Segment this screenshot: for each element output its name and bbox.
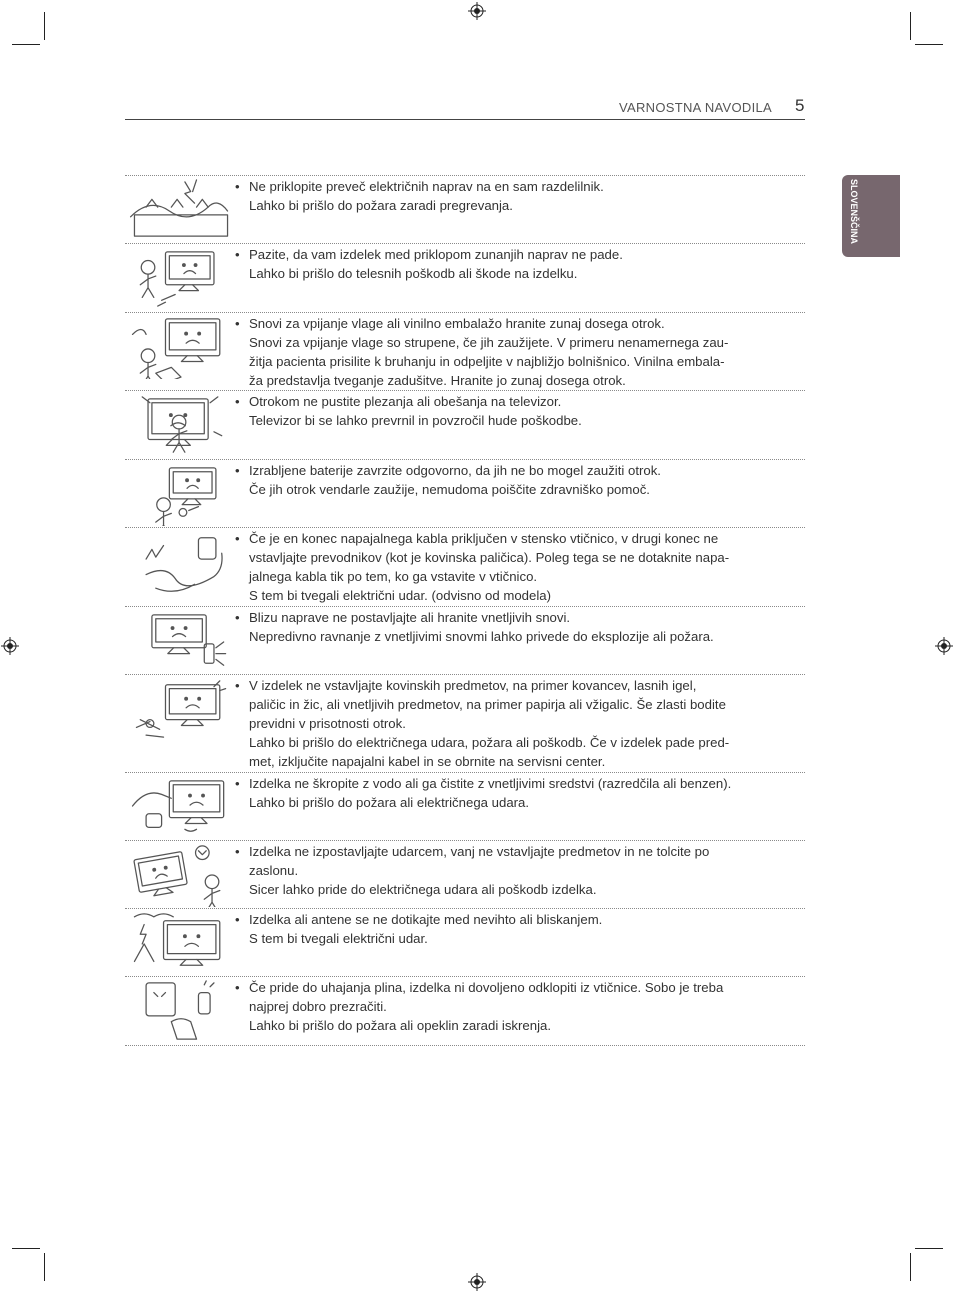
- bullet-icon: •: [235, 247, 240, 262]
- bullet-icon: •: [235, 610, 240, 625]
- instruction-text: [235, 245, 789, 283]
- instruction-detail-line: met, izključite napajalni kabel in se obrnite na servisni center.: [249, 754, 606, 769]
- instruction-heading-line: Blizu naprave ne postavljajte ali hranite vnetljivih snovi.: [249, 610, 571, 625]
- power-cable-shock-icon: [125, 530, 237, 594]
- instruction-text: [235, 461, 789, 499]
- crop-mark: [44, 1253, 45, 1281]
- instruction-text: [235, 774, 789, 812]
- instruction-heading-line: Če pride do uhajanja plina, izdelka ni dovoljeno odklopiti iz vtičnice. Sobo je treba: [249, 980, 724, 995]
- instruction-detail-line: Lahko bi prišlo do električnega udara, požara ali poškodb. Če v izdelek pade pred-: [249, 735, 730, 750]
- instruction-detail-line: Sicer lahko pride do električnega udara ali poškodb izdelka.: [249, 882, 597, 897]
- instruction-row: [125, 840, 805, 909]
- water-spray-icon: [125, 775, 237, 839]
- bullet-icon: •: [235, 316, 240, 331]
- instruction-detail-line: žitja pacienta prisilite k bruhanju in odpeljite v najbližjo bolnišnico. Vinilna embala-: [249, 354, 725, 369]
- instruction-row: [125, 908, 805, 977]
- child-climbing-tv-icon: [125, 393, 237, 457]
- instruction-row: [125, 772, 805, 841]
- bullet-icon: •: [235, 394, 240, 409]
- instruction-detail-line: Lahko bi prišlo do požara ali električnega udara.: [249, 795, 530, 810]
- registration-mark-icon: [468, 2, 486, 20]
- child-battery-icon: [125, 462, 237, 526]
- instruction-detail-line: ža predstavlja tveganje zadušitve. Hranite jo zunaj dosega otrok.: [249, 373, 626, 388]
- instruction-row: [125, 175, 805, 244]
- instruction-row: [125, 976, 805, 1046]
- section-title: VARNOSTNA NAVODILA: [618, 100, 772, 115]
- registration-mark-icon: [1, 637, 19, 655]
- bullet-icon: •: [235, 179, 240, 194]
- instruction-detail-line: S tem bi tvegali električni udar.: [249, 931, 428, 946]
- instruction-text: [235, 314, 789, 390]
- lightning-storm-icon: [125, 911, 237, 975]
- gas-leak-plug-icon: [125, 979, 237, 1043]
- instruction-detail-line: S tem bi tvegali električni udar. (odvisno od modela): [249, 588, 551, 603]
- instruction-detail-line: previdni v prisotnosti otrok.: [249, 716, 406, 731]
- instruction-detail-line: Snovi za vpijanje vlage so strupene, če jih zaužijete. V primeru nenamernega zau-: [249, 335, 729, 350]
- ball-impact-icon: [125, 843, 237, 907]
- instruction-row: [125, 527, 805, 607]
- instruction-heading-line: Izdelka ne škropite z vodo ali ga čistite z vnetljivimi sredstvi (razredčila ali benzen).: [249, 776, 732, 791]
- language-tab: [842, 175, 900, 257]
- instruction-row: [125, 243, 805, 313]
- instruction-text: [235, 676, 789, 771]
- registration-mark-icon: [935, 637, 953, 655]
- crop-mark: [910, 12, 911, 40]
- instruction-row: [125, 390, 805, 460]
- registration-mark-icon: [468, 1273, 486, 1291]
- instruction-detail-line: Nepredivno ravnanje z vnetljivimi snovmi lahko privede do eksplozije ali požara.: [249, 629, 714, 644]
- instruction-detail-line: Lahko bi prišlo do požara zaradi pregrevanja.: [249, 198, 513, 213]
- crop-mark: [12, 1248, 40, 1249]
- instruction-detail-line: Lahko bi prišlo do požara ali opeklin zaradi iskrenja.: [249, 1018, 552, 1033]
- child-desiccant-icon: [125, 315, 237, 379]
- bullet-icon: •: [235, 678, 240, 693]
- bullet-icon: •: [235, 844, 240, 859]
- instruction-row: [125, 312, 805, 391]
- crop-mark: [44, 12, 45, 40]
- instruction-heading-line: Izdelka ali antene se ne dotikajte med nevihto ali bliskanjem.: [249, 912, 603, 927]
- instruction-text: [235, 608, 789, 646]
- instruction-text: [235, 842, 789, 899]
- bullet-icon: •: [235, 912, 240, 927]
- instruction-text: [235, 529, 789, 605]
- tv-falling-child-icon: [125, 246, 237, 310]
- bullet-icon: •: [235, 776, 240, 791]
- instruction-heading-line: Izrabljene baterije zavrzite odgovorno, da jih ne bo mogel zaužiti otrok.: [249, 463, 661, 478]
- instruction-text: [235, 177, 789, 215]
- language-tab-label: SLOVENŠČINA: [849, 179, 859, 245]
- crop-mark: [12, 44, 40, 45]
- instruction-detail-line: zaslonu.: [249, 863, 299, 878]
- bullet-icon: •: [235, 531, 240, 546]
- safety-instructions-list: [125, 175, 805, 1044]
- instruction-text: [235, 910, 789, 948]
- instruction-text: [235, 392, 789, 430]
- crop-mark: [915, 1248, 943, 1249]
- instruction-detail-line: najprej dobro prezračiti.: [249, 999, 387, 1014]
- instruction-heading-line: Ne priklopite preveč električnih naprav na en sam razdelilnik.: [249, 179, 604, 194]
- flammable-spray-icon: [125, 609, 237, 673]
- header-divider: [125, 119, 805, 120]
- power-strip-overload-icon: [125, 178, 237, 242]
- instruction-heading-line: Snovi za vpijanje vlage ali vinilno embalažo hranite zunaj dosega otrok.: [249, 316, 665, 331]
- instruction-heading-line: V izdelek ne vstavljajte kovinskih predmetov, na primer kovancev, lasnih igel,: [249, 678, 697, 693]
- bullet-icon: •: [235, 463, 240, 478]
- instruction-detail-line: Televizor bi se lahko prevrnil in povzročil hude poškodbe.: [249, 413, 582, 428]
- bullet-icon: •: [235, 980, 240, 995]
- instruction-row: [125, 606, 805, 675]
- instruction-heading-line: Če je en konec napajalnega kabla priključen v stensko vtičnico, v drugi konec ne: [249, 531, 719, 546]
- crop-mark: [915, 44, 943, 45]
- instruction-detail-line: Če jih otrok vendarle zaužije, nemudoma poiščite zdravniško pomoč.: [249, 482, 650, 497]
- instruction-detail-line: vstavljajte prevodnikov (kot je kovinska paličica). Poleg tega se ne dotaknite napa-: [249, 550, 730, 565]
- instruction-text: [235, 978, 789, 1035]
- instruction-detail-line: paličic in žic, ali vnetljivih predmetov, na primer papirja ali vžigalic. Še zlasti bodite: [249, 697, 726, 712]
- instruction-heading-line: Otrokom ne pustite plezanja ali obešanja na televizor.: [249, 394, 562, 409]
- instruction-detail-line: Lahko bi prišlo do telesnih poškodb ali škode na izdelku.: [249, 266, 578, 281]
- metal-objects-icon: [125, 677, 237, 741]
- instruction-detail-line: jalnega kabla tik po tem, ko ga vstavite v vtičnico.: [249, 569, 538, 584]
- instruction-row: [125, 459, 805, 528]
- crop-mark: [910, 1253, 911, 1281]
- page-number: 5: [795, 96, 805, 115]
- instruction-row: [125, 674, 805, 773]
- instruction-heading-line: Pazite, da vam izdelek med priklopom zunanjih naprav ne pade.: [249, 247, 623, 262]
- instruction-heading-line: Izdelka ne izpostavljajte udarcem, vanj ne vstavljajte predmetov in ne tolcite po: [249, 844, 710, 859]
